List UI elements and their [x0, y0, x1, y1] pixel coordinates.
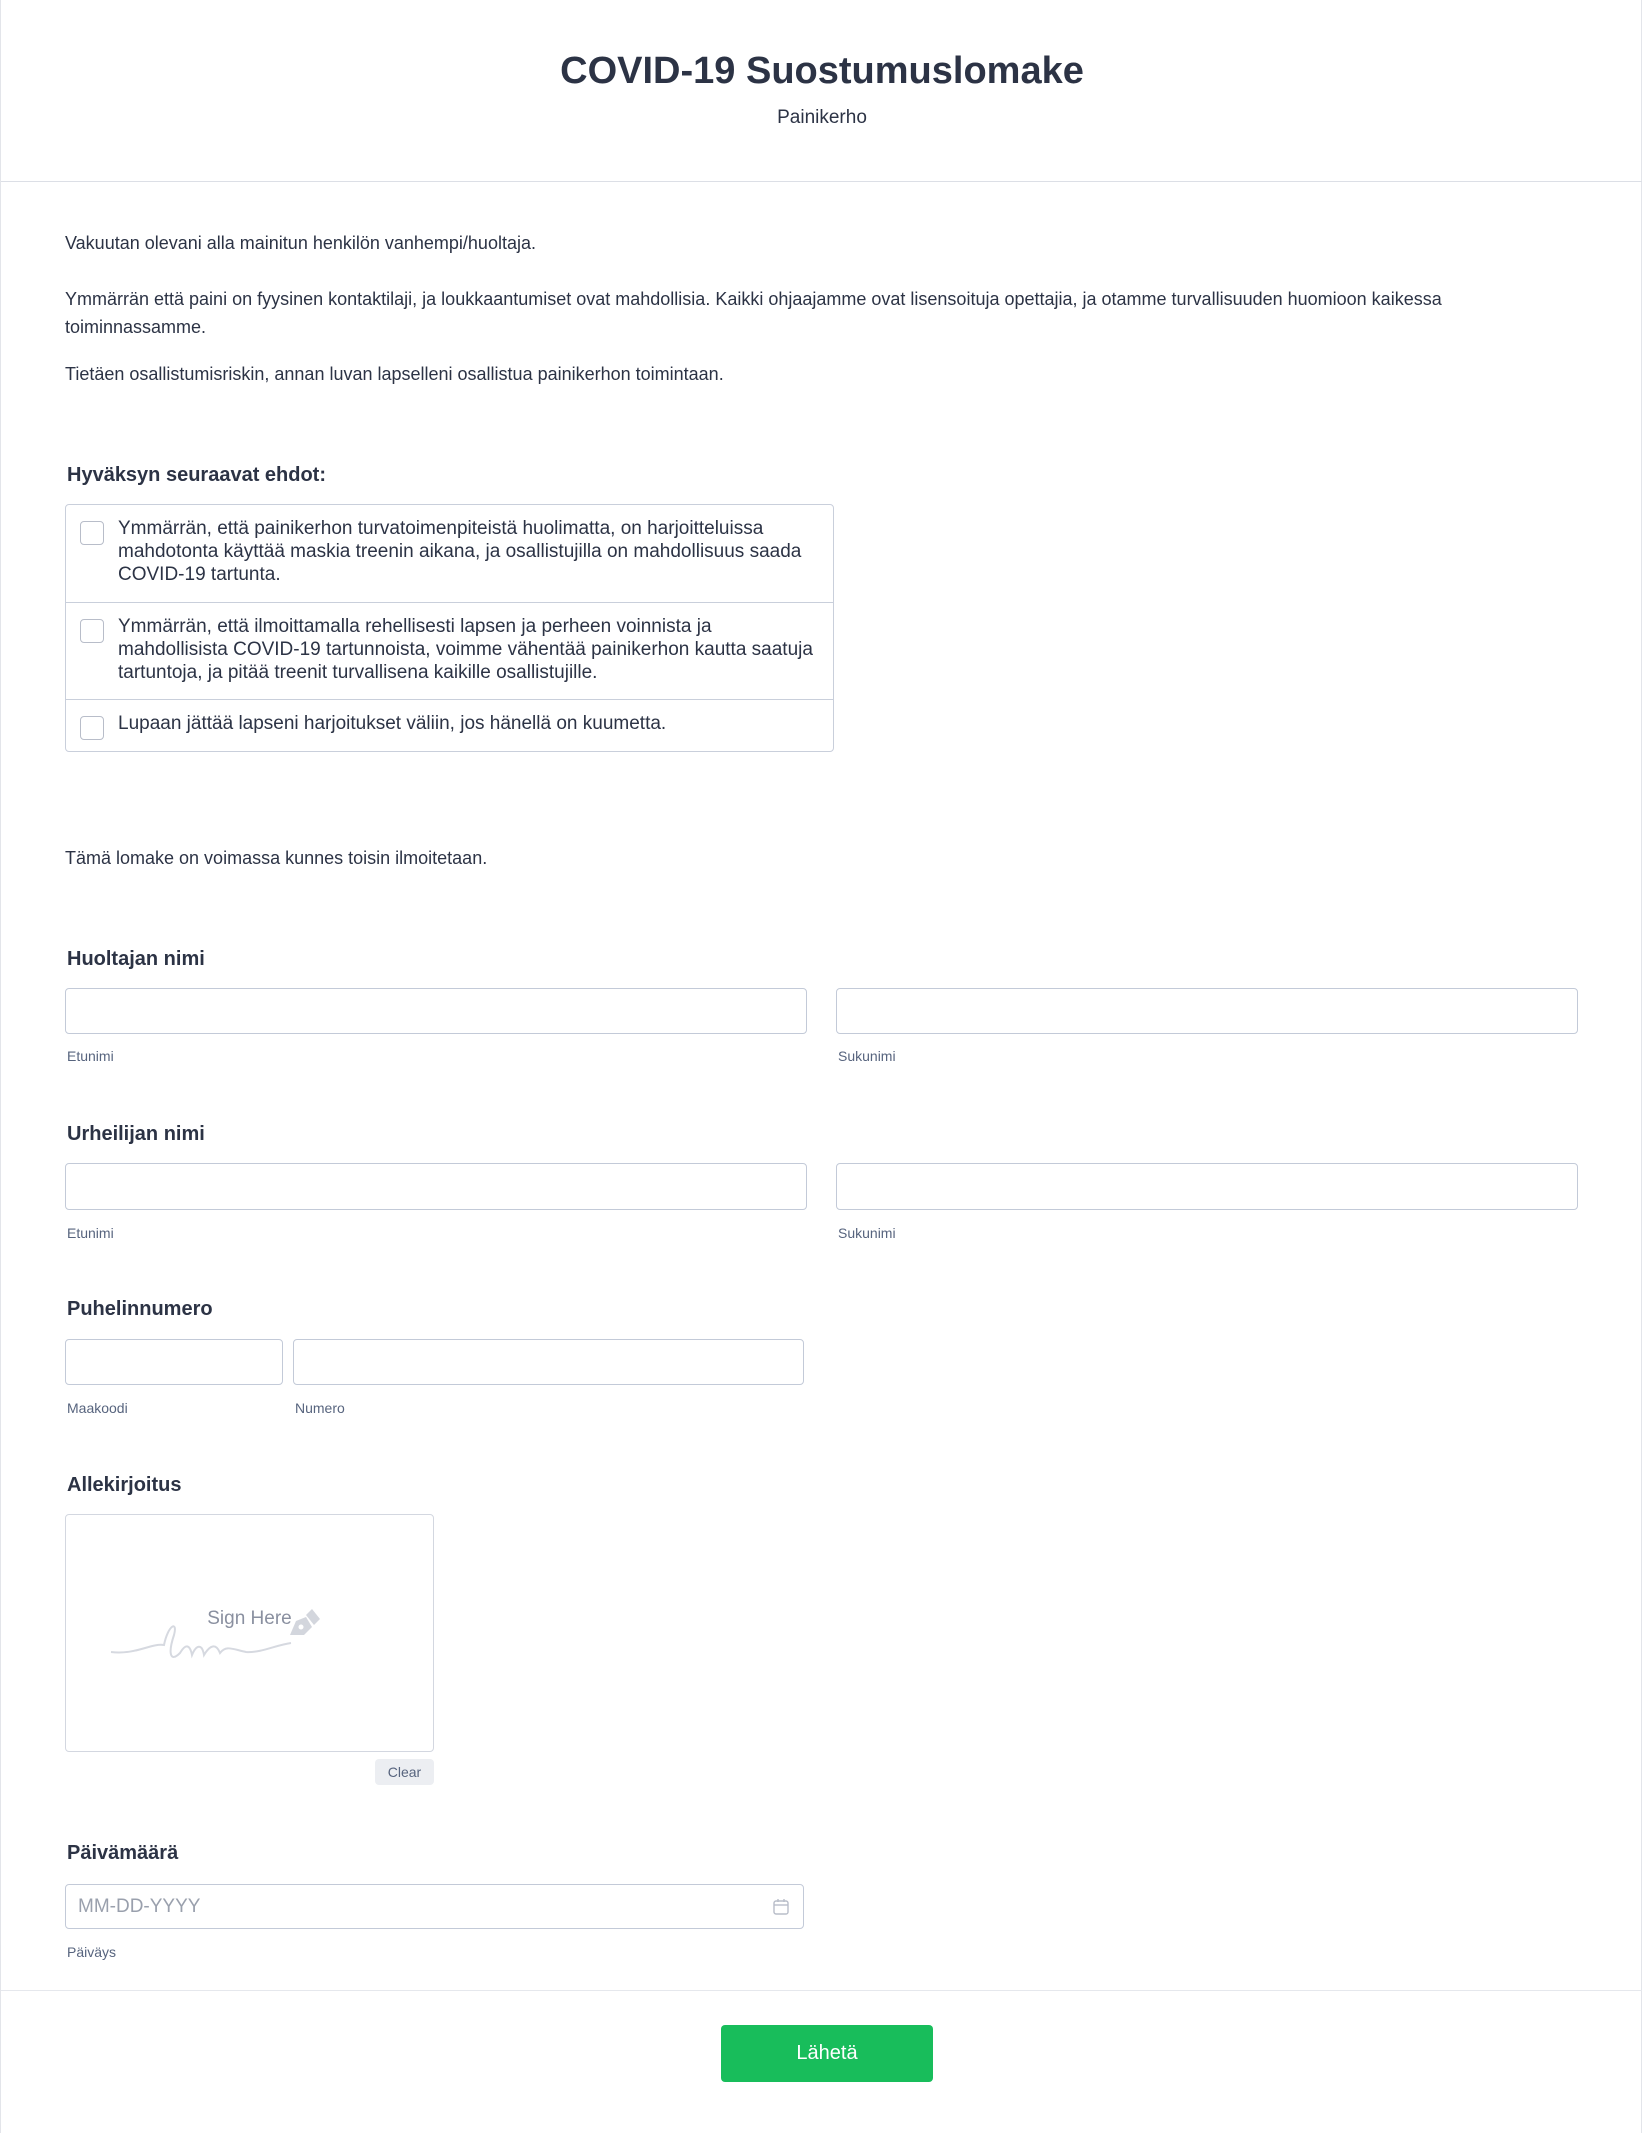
- term-item[interactable]: [66, 505, 833, 603]
- date-input[interactable]: [65, 1884, 804, 1929]
- pen-nib-icon: [284, 1605, 324, 1645]
- term-text: Ymmärrän, että ilmoittamalla rehellisesti lapsen ja perheen voinnista ja mahdollisista COVID-19 tartunnoista, voimme vähentää painikerhon kautta saatuja tartuntoja, ja pitää treenit turvallisena kaikille osallistujille.: [118, 616, 813, 683]
- date-label: Päivämäärä: [67, 1842, 179, 1864]
- signature-pad[interactable]: [65, 1514, 434, 1752]
- checkbox[interactable]: [80, 521, 104, 545]
- header-divider: [1, 181, 1642, 182]
- intro-paragraph-3: Tietäen osallistumisriskin, annan luvan lapselleni osallistua painikerhon toimintaan.: [65, 364, 724, 384]
- athlete-first-sublabel: Etunimi: [67, 1225, 114, 1241]
- guardian-last-name-input[interactable]: [836, 988, 1578, 1034]
- term-item[interactable]: [66, 603, 833, 700]
- term-item[interactable]: [66, 700, 833, 752]
- terms-label: Hyväksyn seuraavat ehdot:: [67, 464, 327, 486]
- checkbox[interactable]: [80, 716, 104, 740]
- athlete-last-name-input[interactable]: [836, 1163, 1578, 1210]
- intro-paragraph-2: Ymmärrän että paini on fyysinen kontaktilaji, ja loukkaantumiset ovat mahdollisia. Kaikki ohjaajamme ovat lisensoituja opettajia, ja otamme turvallisuuden huomioon kaikessa toiminnassamme.: [65, 289, 1442, 337]
- intro-paragraph-1: Vakuutan olevani alla mainitun henkilön vanhempi/huoltaja.: [65, 233, 536, 253]
- phone-number-sublabel: Numero: [295, 1400, 345, 1416]
- signature-scribble-icon: [106, 1605, 306, 1665]
- athlete-first-name-input[interactable]: [65, 1163, 807, 1210]
- signature-placeholder: Sign Here: [207, 1608, 292, 1629]
- term-text: Ymmärrän, että painikerhon turvatoimenpiteistä huolimatta, on harjoitteluissa mahdotonta käyttää maskia treenin aikana, ja osallistujilla on mahdollisuus saada COVID-19 tartunta.: [118, 518, 802, 585]
- terms-checklist: [65, 504, 834, 752]
- calendar-icon[interactable]: [773, 1898, 789, 1916]
- guardian-first-sublabel: Etunimi: [67, 1048, 114, 1064]
- athlete-last-sublabel: Sukunimi: [838, 1225, 896, 1241]
- guardian-last-sublabel: Sukunimi: [838, 1048, 896, 1064]
- clear-signature-button[interactable]: Clear: [375, 1759, 434, 1785]
- guardian-name-label: Huoltajan nimi: [67, 948, 205, 970]
- phone-number-input[interactable]: [293, 1339, 804, 1385]
- form-title: COVID-19 Suostumuslomake: [560, 50, 1084, 92]
- phone-area-sublabel: Maakoodi: [67, 1400, 128, 1416]
- athlete-name-label: Urheilijan nimi: [67, 1123, 205, 1145]
- footer-divider: [1, 1990, 1642, 1991]
- term-text: Lupaan jättää lapseni harjoitukset väliin, jos hänellä on kuumetta.: [118, 713, 667, 734]
- checkbox[interactable]: [80, 619, 104, 643]
- phone-label: Puhelinnumero: [67, 1298, 213, 1320]
- date-placeholder: MM-DD-YYYY: [78, 1896, 201, 1917]
- form-subtitle: Painikerho: [777, 107, 867, 128]
- phone-area-code-input[interactable]: [65, 1339, 283, 1385]
- submit-button[interactable]: Lähetä: [721, 2025, 933, 2082]
- signature-label: Allekirjoitus: [67, 1474, 182, 1496]
- validity-text: Tämä lomake on voimassa kunnes toisin ilmoitetaan.: [65, 848, 488, 868]
- guardian-first-name-input[interactable]: [65, 988, 807, 1034]
- date-sublabel: Päiväys: [67, 1944, 117, 1960]
